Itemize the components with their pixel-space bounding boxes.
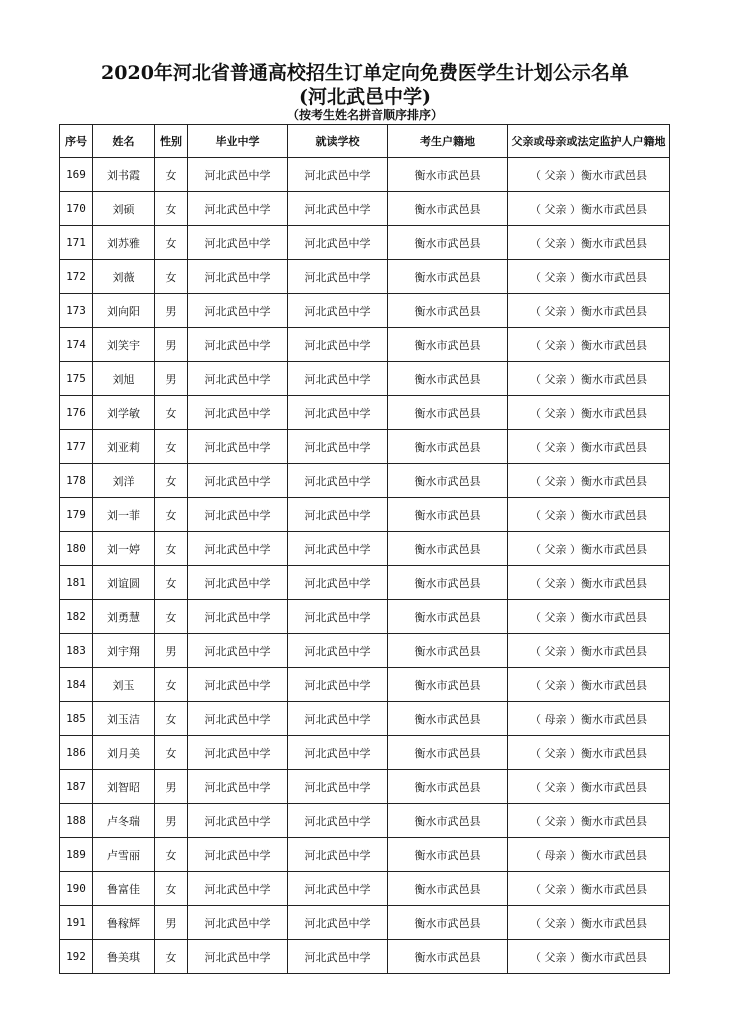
table-row (60, 838, 670, 872)
table-row (60, 464, 670, 498)
student-hukou-cell: 衡水市武邑县 (388, 396, 508, 430)
serial-cell: 181 (60, 566, 93, 600)
sort-order-note: （按考生姓名拼音顺序排序） (286, 108, 443, 122)
gender-cell: 女 (155, 736, 188, 770)
current-school-cell: 河北武邑中学 (288, 192, 388, 226)
table-row (60, 940, 670, 974)
gender-cell: 女 (155, 260, 188, 294)
name-cell: 刘学敏 (93, 396, 155, 430)
name-cell: 刘一婷 (93, 532, 155, 566)
graduation-school-cell: 河北武邑中学 (188, 872, 288, 906)
current-school-cell: 河北武邑中学 (288, 940, 388, 974)
serial-cell: 171 (60, 226, 93, 260)
table-row (60, 600, 670, 634)
column-header-serial: 序号 (60, 125, 93, 158)
gender-cell: 男 (155, 362, 188, 396)
name-cell: 刘苏雅 (93, 226, 155, 260)
graduation-school-cell: 河北武邑中学 (188, 566, 288, 600)
name-cell: 卢冬瑞 (93, 804, 155, 838)
table-row (60, 260, 670, 294)
current-school-cell: 河北武邑中学 (288, 804, 388, 838)
serial-cell: 182 (60, 600, 93, 634)
current-school-cell: 河北武邑中学 (288, 532, 388, 566)
gender-cell: 女 (155, 702, 188, 736)
table-row (60, 396, 670, 430)
current-school-cell: 河北武邑中学 (288, 668, 388, 702)
gender-cell: 女 (155, 498, 188, 532)
serial-cell: 187 (60, 770, 93, 804)
graduation-school-cell: 河北武邑中学 (188, 396, 288, 430)
student-hukou-cell: 衡水市武邑县 (388, 464, 508, 498)
graduation-school-cell: 河北武邑中学 (188, 226, 288, 260)
guardian-hukou-cell: （ 父亲 ）衡水市武邑县 (508, 736, 670, 770)
graduation-school-cell: 河北武邑中学 (188, 838, 288, 872)
gender-cell: 男 (155, 328, 188, 362)
gender-cell: 男 (155, 634, 188, 668)
gender-cell: 女 (155, 566, 188, 600)
name-cell: 刘薇 (93, 260, 155, 294)
name-cell: 刘智昭 (93, 770, 155, 804)
student-hukou-cell: 衡水市武邑县 (388, 498, 508, 532)
guardian-hukou-cell: （ 父亲 ）衡水市武邑县 (508, 940, 670, 974)
student-hukou-cell: 衡水市武邑县 (388, 872, 508, 906)
guardian-hukou-cell: （ 父亲 ）衡水市武邑县 (508, 396, 670, 430)
name-cell: 刘旭 (93, 362, 155, 396)
guardian-hukou-cell: （ 父亲 ）衡水市武邑县 (508, 430, 670, 464)
graduation-school-cell: 河北武邑中学 (188, 770, 288, 804)
student-hukou-cell: 衡水市武邑县 (388, 192, 508, 226)
name-cell: 刘宇翔 (93, 634, 155, 668)
graduation-school-cell: 河北武邑中学 (188, 158, 288, 192)
gender-cell: 女 (155, 226, 188, 260)
serial-cell: 188 (60, 804, 93, 838)
name-cell: 刘书霞 (93, 158, 155, 192)
name-cell: 刘谊圆 (93, 566, 155, 600)
current-school-cell: 河北武邑中学 (288, 260, 388, 294)
gender-cell: 女 (155, 464, 188, 498)
column-header-current-school: 就读学校 (288, 125, 388, 158)
serial-cell: 173 (60, 294, 93, 328)
gender-cell: 男 (155, 770, 188, 804)
column-header-graduation-school: 毕业中学 (188, 125, 288, 158)
serial-cell: 190 (60, 872, 93, 906)
name-cell: 刘洋 (93, 464, 155, 498)
table-row (60, 770, 670, 804)
document-title: 2020年河北省普通高校招生订单定向免费医学生计划公示名单 (101, 62, 629, 84)
roster-table (59, 124, 670, 974)
column-header-name: 姓名 (93, 125, 155, 158)
gender-cell: 男 (155, 804, 188, 838)
student-hukou-cell: 衡水市武邑县 (388, 906, 508, 940)
name-cell: 鲁富佳 (93, 872, 155, 906)
serial-cell: 184 (60, 668, 93, 702)
table-row (60, 804, 670, 838)
guardian-hukou-cell: （ 父亲 ）衡水市武邑县 (508, 634, 670, 668)
graduation-school-cell: 河北武邑中学 (188, 192, 288, 226)
guardian-hukou-cell: （ 父亲 ）衡水市武邑县 (508, 804, 670, 838)
name-cell: 刘玉洁 (93, 702, 155, 736)
serial-cell: 180 (60, 532, 93, 566)
serial-cell: 169 (60, 158, 93, 192)
table-row (60, 872, 670, 906)
student-hukou-cell: 衡水市武邑县 (388, 158, 508, 192)
guardian-hukou-cell: （ 父亲 ）衡水市武邑县 (508, 260, 670, 294)
graduation-school-cell: 河北武邑中学 (188, 498, 288, 532)
guardian-hukou-cell: （ 父亲 ）衡水市武邑县 (508, 294, 670, 328)
student-hukou-cell: 衡水市武邑县 (388, 770, 508, 804)
table-row (60, 294, 670, 328)
current-school-cell: 河北武邑中学 (288, 770, 388, 804)
graduation-school-cell: 河北武邑中学 (188, 940, 288, 974)
guardian-hukou-cell: （ 父亲 ）衡水市武邑县 (508, 770, 670, 804)
table-row (60, 532, 670, 566)
graduation-school-cell: 河北武邑中学 (188, 328, 288, 362)
gender-cell: 女 (155, 430, 188, 464)
gender-cell: 女 (155, 872, 188, 906)
guardian-hukou-cell: （ 父亲 ）衡水市武邑县 (508, 532, 670, 566)
current-school-cell: 河北武邑中学 (288, 294, 388, 328)
table-row (60, 668, 670, 702)
gender-cell: 男 (155, 906, 188, 940)
guardian-hukou-cell: （ 父亲 ）衡水市武邑县 (508, 226, 670, 260)
table-body (60, 158, 670, 974)
student-hukou-cell: 衡水市武邑县 (388, 430, 508, 464)
gender-cell: 女 (155, 600, 188, 634)
student-hukou-cell: 衡水市武邑县 (388, 600, 508, 634)
graduation-school-cell: 河北武邑中学 (188, 362, 288, 396)
table-row (60, 430, 670, 464)
current-school-cell: 河北武邑中学 (288, 362, 388, 396)
current-school-cell: 河北武邑中学 (288, 872, 388, 906)
guardian-hukou-cell: （ 父亲 ）衡水市武邑县 (508, 906, 670, 940)
student-hukou-cell: 衡水市武邑县 (388, 702, 508, 736)
column-header-student-hukou: 考生户籍地 (388, 125, 508, 158)
serial-cell: 175 (60, 362, 93, 396)
name-cell: 刘向阳 (93, 294, 155, 328)
gender-cell: 女 (155, 192, 188, 226)
graduation-school-cell: 河北武邑中学 (188, 294, 288, 328)
guardian-hukou-cell: （ 父亲 ）衡水市武邑县 (508, 600, 670, 634)
header-row (60, 125, 670, 158)
student-hukou-cell: 衡水市武邑县 (388, 260, 508, 294)
table-header (60, 125, 670, 158)
graduation-school-cell: 河北武邑中学 (188, 736, 288, 770)
current-school-cell: 河北武邑中学 (288, 634, 388, 668)
guardian-hukou-cell: （ 父亲 ）衡水市武邑县 (508, 362, 670, 396)
gender-cell: 女 (155, 668, 188, 702)
current-school-cell: 河北武邑中学 (288, 396, 388, 430)
table-row (60, 158, 670, 192)
name-cell: 刘勇慧 (93, 600, 155, 634)
student-hukou-cell: 衡水市武邑县 (388, 566, 508, 600)
graduation-school-cell: 河北武邑中学 (188, 600, 288, 634)
guardian-hukou-cell: （ 父亲 ）衡水市武邑县 (508, 872, 670, 906)
graduation-school-cell: 河北武邑中学 (188, 532, 288, 566)
serial-cell: 186 (60, 736, 93, 770)
name-cell: 刘一菲 (93, 498, 155, 532)
graduation-school-cell: 河北武邑中学 (188, 260, 288, 294)
current-school-cell: 河北武邑中学 (288, 498, 388, 532)
table-row (60, 702, 670, 736)
column-header-gender: 性别 (155, 125, 188, 158)
name-cell: 刘硕 (93, 192, 155, 226)
guardian-hukou-cell: （ 母亲 ）衡水市武邑县 (508, 702, 670, 736)
guardian-hukou-cell: （ 父亲 ）衡水市武邑县 (508, 328, 670, 362)
student-hukou-cell: 衡水市武邑县 (388, 804, 508, 838)
gender-cell: 女 (155, 838, 188, 872)
table-row (60, 498, 670, 532)
student-hukou-cell: 衡水市武邑县 (388, 362, 508, 396)
table-row (60, 566, 670, 600)
serial-cell: 170 (60, 192, 93, 226)
graduation-school-cell: 河北武邑中学 (188, 634, 288, 668)
guardian-hukou-cell: （ 父亲 ）衡水市武邑县 (508, 668, 670, 702)
name-cell: 刘月美 (93, 736, 155, 770)
name-cell: 刘笑宇 (93, 328, 155, 362)
graduation-school-cell: 河北武邑中学 (188, 464, 288, 498)
current-school-cell: 河北武邑中学 (288, 566, 388, 600)
table-row (60, 226, 670, 260)
name-cell: 卢雪丽 (93, 838, 155, 872)
table-row (60, 362, 670, 396)
gender-cell: 男 (155, 294, 188, 328)
current-school-cell: 河北武邑中学 (288, 702, 388, 736)
current-school-cell: 河北武邑中学 (288, 464, 388, 498)
student-hukou-cell: 衡水市武邑县 (388, 532, 508, 566)
graduation-school-cell: 河北武邑中学 (188, 668, 288, 702)
student-hukou-cell: 衡水市武邑县 (388, 940, 508, 974)
student-hukou-cell: 衡水市武邑县 (388, 838, 508, 872)
serial-cell: 185 (60, 702, 93, 736)
current-school-cell: 河北武邑中学 (288, 328, 388, 362)
name-cell: 鲁稼辉 (93, 906, 155, 940)
current-school-cell: 河北武邑中学 (288, 906, 388, 940)
guardian-hukou-cell: （ 父亲 ）衡水市武邑县 (508, 464, 670, 498)
table-row (60, 634, 670, 668)
serial-cell: 172 (60, 260, 93, 294)
school-subtitle: (河北武邑中学) (299, 86, 431, 108)
current-school-cell: 河北武邑中学 (288, 736, 388, 770)
name-cell: 鲁美琪 (93, 940, 155, 974)
student-hukou-cell: 衡水市武邑县 (388, 294, 508, 328)
serial-cell: 183 (60, 634, 93, 668)
table-row (60, 192, 670, 226)
table-row (60, 328, 670, 362)
serial-cell: 174 (60, 328, 93, 362)
name-cell: 刘亚莉 (93, 430, 155, 464)
serial-cell: 177 (60, 430, 93, 464)
current-school-cell: 河北武邑中学 (288, 838, 388, 872)
serial-cell: 189 (60, 838, 93, 872)
table-row (60, 736, 670, 770)
current-school-cell: 河北武邑中学 (288, 600, 388, 634)
graduation-school-cell: 河北武邑中学 (188, 430, 288, 464)
student-hukou-cell: 衡水市武邑县 (388, 668, 508, 702)
serial-cell: 179 (60, 498, 93, 532)
name-cell: 刘玉 (93, 668, 155, 702)
graduation-school-cell: 河北武邑中学 (188, 906, 288, 940)
column-header-guardian-hukou: 父亲或母亲或法定监护人户籍地 (508, 125, 670, 158)
student-hukou-cell: 衡水市武邑县 (388, 328, 508, 362)
student-hukou-cell: 衡水市武邑县 (388, 634, 508, 668)
graduation-school-cell: 河北武邑中学 (188, 702, 288, 736)
serial-cell: 191 (60, 906, 93, 940)
gender-cell: 女 (155, 396, 188, 430)
serial-cell: 192 (60, 940, 93, 974)
table-row (60, 906, 670, 940)
student-hukou-cell: 衡水市武邑县 (388, 226, 508, 260)
gender-cell: 女 (155, 940, 188, 974)
guardian-hukou-cell: （ 父亲 ）衡水市武邑县 (508, 566, 670, 600)
guardian-hukou-cell: （ 父亲 ）衡水市武邑县 (508, 498, 670, 532)
gender-cell: 女 (155, 532, 188, 566)
current-school-cell: 河北武邑中学 (288, 226, 388, 260)
guardian-hukou-cell: （ 父亲 ）衡水市武邑县 (508, 158, 670, 192)
serial-cell: 178 (60, 464, 93, 498)
graduation-school-cell: 河北武邑中学 (188, 804, 288, 838)
current-school-cell: 河北武邑中学 (288, 430, 388, 464)
guardian-hukou-cell: （ 母亲 ）衡水市武邑县 (508, 838, 670, 872)
gender-cell: 女 (155, 158, 188, 192)
guardian-hukou-cell: （ 父亲 ）衡水市武邑县 (508, 192, 670, 226)
current-school-cell: 河北武邑中学 (288, 158, 388, 192)
serial-cell: 176 (60, 396, 93, 430)
student-hukou-cell: 衡水市武邑县 (388, 736, 508, 770)
